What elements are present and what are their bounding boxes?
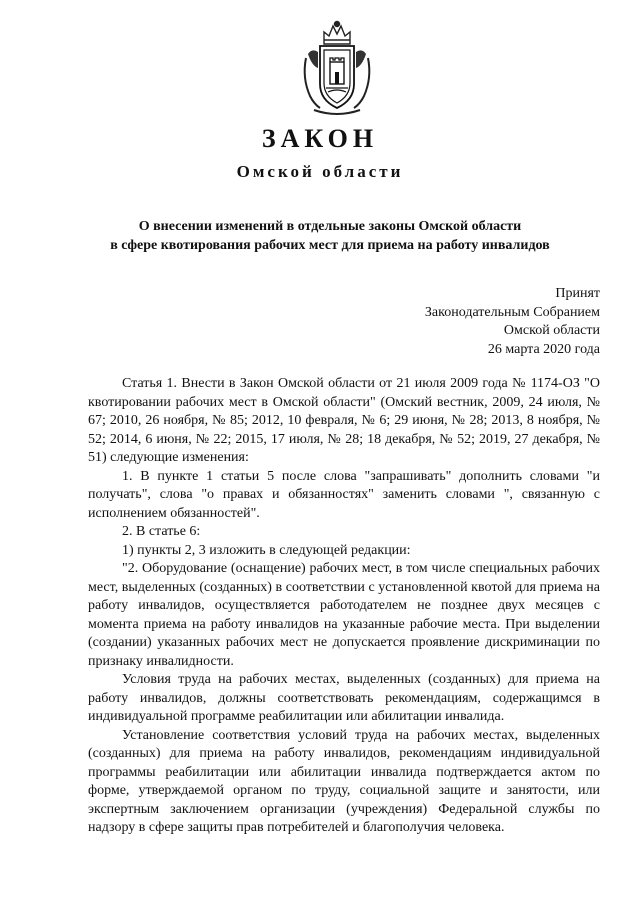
adoption-date: 26 марта 2020 года <box>487 341 600 357</box>
adoption-block <box>425 285 600 359</box>
law-title: ЗАКОН <box>261 124 379 153</box>
law-body <box>88 375 600 838</box>
amendment-paragraph: 1. В пункте 1 статьи 5 после слова "запрашивать" дополнить словами "и получать", слова "о правах и обязанностях" заменить словами ", связанную с исполнением обязанностей". <box>88 468 600 521</box>
amendment-paragraph: Установление соответствия условий труда на рабочих местах, выделенных (созданных) для приема на работу инвалидов, рекомендациям индивидуальной программы реабилитации или абилитации инвалида подтверждается актом по форме, утверждаемой органом по труду, социальной защите и занятости, или экспертным заключением организации (учреждения) Федеральной службы по надзору в сфере защиты прав потребителей и благополучия человека. <box>88 727 600 835</box>
article-1-paragraph: Статья 1. Внести в Закон Омской области от 21 июля 2009 года № 1174-ОЗ "О квотировании рабочих мест в Омской области" (Омский вестник, 2009, 24 июля, № 67; 2010, 26 ноября, № 85; 2012, 10 февраля, № 6; 29 июня, № 28; 2013, 8 ноября, № 52; 2014, 6 июня, № 22; 2015, 17 июля, № 28; 18 декабря, № 52; 2019, 27 декабря, № 51) следующие изменения: <box>88 376 600 465</box>
law-name <box>60 217 600 255</box>
adoption-line: Омской области <box>503 323 600 338</box>
adoption-line: Принят <box>555 286 600 301</box>
adoption-line: Законодательным Собранием <box>424 304 600 320</box>
law-name-line: О внесении изменений в отдельные законы Омской области <box>138 219 522 234</box>
amendment-paragraph: 1) пункты 2, 3 изложить в следующей редакции: <box>122 542 411 558</box>
law-name-line: в сфере квотирования рабочих мест для приема на работу инвалидов <box>110 238 550 253</box>
amendment-paragraph: "2. Оборудование (оснащение) рабочих мест, в том числе специальных рабочих мест, выделенных (созданных) в соответствии с установленной квотой для приема на работу инвалидов, осуществляется работодателем не позднее двух месяцев с момента приема на работу инвалидов на указанные рабочие места. При выделении (создании) указанных рабочих мест не допускается проявление дискриминации по признаку инвалидности. <box>88 561 600 669</box>
law-subtitle: Омской области <box>236 162 404 181</box>
amendment-paragraph: 2. В статье 6: <box>122 524 201 539</box>
amendment-paragraph: Условия труда на рабочих местах, выделенных (созданных) для приема на работу инвалидов, должны соответствовать рекомендациям, содержащимся в индивидуальной программе реабилитации или абилитации инвалида. <box>88 672 600 724</box>
omsk-region-coat-of-arms-icon <box>300 18 374 118</box>
